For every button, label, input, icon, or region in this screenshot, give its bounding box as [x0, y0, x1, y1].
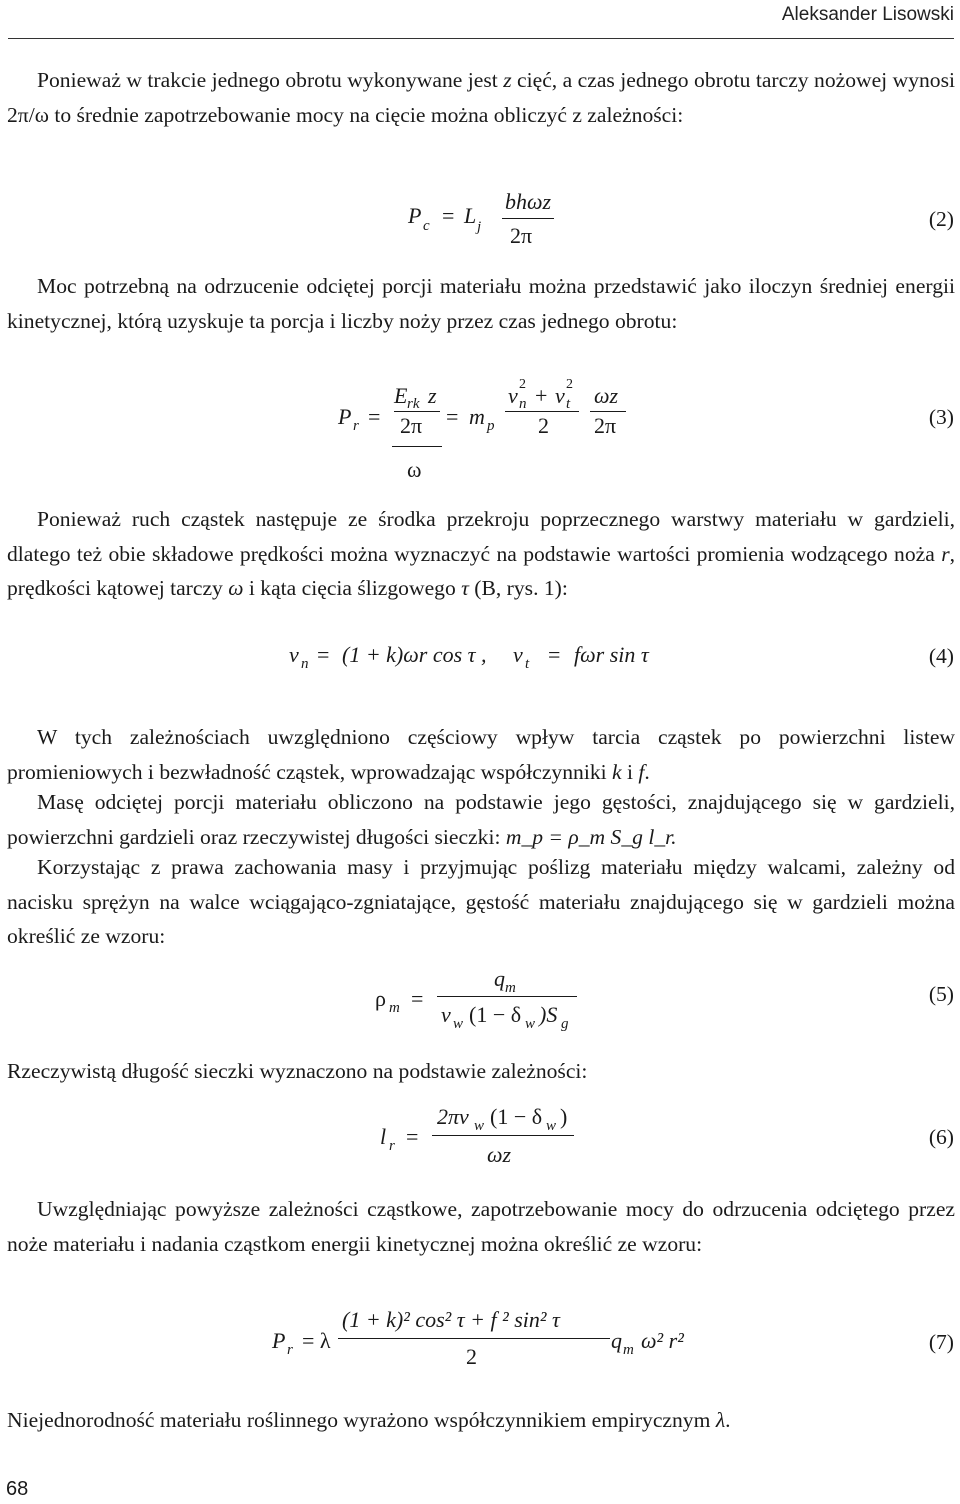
eq5-den-v: v [441, 1002, 451, 1027]
eq7-denominator: 2 [466, 1344, 477, 1369]
eq4-vn: v [289, 642, 299, 667]
p8-text: Uwzględniając powyższe zależności cząstkowe, zapotrzebowanie mocy do odrzucenia odciętego przez noże materiału i nadania cząstkom energii kinetycznej można określić ze wzoru: [7, 1197, 955, 1256]
eq5-fraction-bar [437, 996, 577, 997]
eq3-plus: + [535, 383, 548, 408]
p1-var-z: z [503, 68, 512, 92]
eq6-den: ωz [487, 1142, 512, 1167]
paragraph-1 [7, 63, 955, 132]
p6-text: Korzystając z prawa zachowania masy i przyjmując poślizg materiału między walcami, zależny od nacisku sprężyn na walce wciągająco-zgniatające, gęstość materiału znajdującego się w gardzieli można określić ze wzoru: [7, 855, 955, 948]
eq3-E: E [394, 383, 408, 408]
paragraph-9 [7, 1403, 955, 1438]
eq7-tail: ω² r² [641, 1328, 684, 1353]
eq4-number: (4) [928, 644, 954, 668]
equation-6 [0, 1100, 960, 1180]
eq5-den-end: )S [539, 1002, 558, 1027]
equation-5 [0, 960, 960, 1040]
eq5-rho-sub: m [389, 1000, 400, 1016]
p3-text-a: Ponieważ ruch cząstek następuje ze środka przekroju poprzecznego warstwy materiału w gardzieli, dlatego też obie składowe prędkości można wyznaczyć na podstawie wartości promienia wodzącego noża [7, 507, 955, 566]
eq4-rhs-1: (1 + k)ωr cos τ , [342, 642, 487, 667]
eq3-equals-2: = [446, 404, 459, 429]
p1-text-c: to średnie zapotrzebowanie mocy na cięcie można obliczyć z zależności: [48, 102, 684, 127]
p5-text-a: Masę odciętej porcji materiału obliczono na podstawie jego gęstości, znajdującego się w gardzieli, powierzchni gardzieli oraz rzeczywistej długości sieczki: [7, 790, 955, 849]
eq3-outer-bar [392, 446, 442, 447]
eq5-den-mid: (1 − δ [469, 1002, 522, 1027]
running-header-author: Aleksander Lisowski [781, 4, 954, 25]
eq3-omega: ω [407, 457, 422, 482]
eq2-L: L [464, 203, 477, 228]
eq5-q-sub: m [505, 980, 516, 996]
eq3-wz-bar [590, 411, 626, 412]
eq3-vn-sq: 2 [519, 377, 526, 392]
eq3-E-sub: rk [407, 396, 420, 412]
eq5-q: q [494, 966, 505, 991]
eq6-l-sub: r [389, 1138, 395, 1154]
paragraph-4 [7, 720, 955, 789]
p4-text-and: i [621, 759, 639, 784]
p1-text-a: Ponieważ w trakcie jednego obrotu wykonywane jest [37, 68, 504, 92]
p4-text-a: W tych zależnościach uwzględniono częściowy wpływ tarcia cząstek po powierzchni listew promieniowych i bezwładność cząstek, wprowadzając współczynniki [7, 725, 955, 784]
eq7-fraction-bar [338, 1338, 610, 1339]
paragraph-2 [7, 269, 955, 338]
equation-3 [0, 377, 960, 490]
eq3-equals-1: = [368, 404, 381, 429]
p3-var-omega: ω [228, 576, 244, 600]
eq5-equals: = [411, 986, 424, 1011]
p2-text: Moc potrzebną na odrzucenie odciętej porcji materiału można przedstawić jako iloczyn średniej energii kinetycznej, którą uzyskuje ta porcja i liczby noży przez czas jednego obrotu: [7, 274, 955, 333]
p4-text-end: . [644, 759, 650, 784]
p1-expr: 2π/ω [7, 102, 49, 127]
eq2-number: (2) [928, 207, 954, 231]
eq3-vt: v [555, 383, 565, 408]
eq7-numerator: (1 + k)² cos² τ + f ² sin² τ [342, 1307, 560, 1332]
eq4-equals-1: = [317, 642, 330, 667]
eq3-m: m [469, 404, 485, 429]
eq3-m-sub: p [487, 418, 495, 434]
paragraph-6 [7, 850, 955, 954]
eq7-P: P [272, 1328, 286, 1353]
paragraph-5 [7, 785, 955, 854]
equation-4 [0, 638, 960, 688]
eq7-P-sub: r [287, 1342, 293, 1358]
eq6-num-sub: w [474, 1118, 485, 1134]
eq3-vn-sub: n [519, 396, 527, 412]
eq3-two: 2 [538, 413, 549, 438]
eq4-rhs-2: fωr sin τ [574, 642, 649, 667]
p9-text-end: . [725, 1408, 731, 1432]
eq2-equals: = [442, 203, 455, 228]
eq6-num: 2πv [437, 1104, 469, 1129]
p4-var-k: k [612, 759, 622, 784]
eq2-numerator: bhωz [505, 189, 552, 214]
eq3-lhs-sub: r [353, 418, 359, 434]
eq5-den-v-sub: w [453, 1016, 464, 1032]
eq3-velocity-bar [505, 411, 579, 412]
p9-text-a: Niejednorodność materiału roślinnego wyrażono współczynnikiem empirycznym [7, 1408, 716, 1432]
eq6-num-end: ) [560, 1104, 568, 1129]
eq7-q: q [611, 1328, 622, 1353]
eq6-equals: = [406, 1124, 419, 1149]
eq7-equals-lambda: = λ [302, 1328, 331, 1353]
p3-text-b: , prędkości kątowej tarczy [7, 541, 955, 600]
equation-7 [0, 1298, 960, 1388]
eq3-inner-bar [394, 411, 440, 412]
eq5-den-sub-w: w [525, 1016, 536, 1032]
eq6-l: l [380, 1124, 387, 1149]
equation-2 [0, 185, 960, 265]
eq3-wz: ωz [594, 383, 619, 408]
eq3-twopi-2: 2π [594, 413, 617, 438]
eq3-z: z [428, 383, 437, 408]
eq3-vt-sub: t [566, 396, 571, 412]
p3-text-d: (B, rys. 1): [468, 576, 568, 600]
page-number: 68 [6, 1478, 29, 1500]
p1-text-b: cięć, a czas jednego obrotu tarczy nożowej wynosi [511, 68, 956, 92]
p7-text: Rzeczywistą długość sieczki wyznaczono na podstawie zależności: [7, 1059, 588, 1083]
eq2-L-sub: j [477, 219, 482, 235]
eq3-vn: v [508, 383, 518, 408]
paragraph-8 [7, 1192, 955, 1261]
eq7-number: (7) [928, 1330, 954, 1354]
eq4-vt: v [513, 642, 523, 667]
p4-var-f: f [638, 759, 645, 784]
eq5-den-sub-g: g [561, 1016, 569, 1032]
eq6-num-mid: (1 − δ [490, 1104, 543, 1129]
eq4-vt-sub: t [525, 656, 530, 672]
eq2-fraction-bar [502, 218, 554, 219]
eq7-q-sub: m [623, 1342, 634, 1358]
eq3-lhs: P [338, 404, 352, 429]
eq5-number: (5) [928, 982, 954, 1006]
header-divider [8, 38, 954, 39]
eq3-twopi: 2π [400, 413, 423, 438]
eq6-fraction-bar [432, 1135, 574, 1136]
eq4-equals-2: = [548, 642, 561, 667]
eq2-denominator: 2π [510, 223, 533, 248]
eq6-num-sub-w: w [546, 1118, 557, 1134]
p5-formula: m_p = ρ_m S_g l_r. [505, 824, 677, 849]
eq5-rho: ρ [375, 986, 386, 1011]
eq4-vn-sub: n [301, 656, 309, 672]
eq3-number: (3) [928, 405, 954, 429]
eq6-number: (6) [928, 1125, 954, 1149]
eq3-vt-sq: 2 [566, 377, 573, 392]
p3-var-tau: τ [461, 576, 469, 600]
paragraph-7 [7, 1054, 955, 1089]
p3-var-r: r [941, 541, 950, 566]
p3-text-c: i kąta cięcia ślizgowego [243, 576, 462, 600]
p9-var-lambda: λ [715, 1408, 726, 1432]
eq2-lhs-sub: c [423, 218, 430, 234]
paragraph-3 [7, 502, 955, 606]
eq2-lhs: P [408, 203, 422, 228]
